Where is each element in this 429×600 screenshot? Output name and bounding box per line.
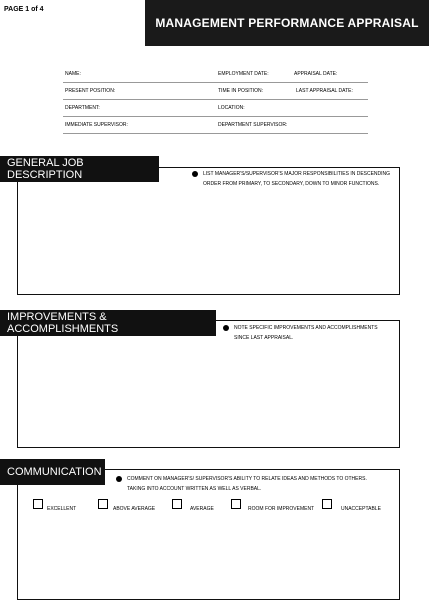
note-line: NOTE SPECIFIC IMPROVEMENTS AND ACCOMPLISHMENTS <box>234 325 378 331</box>
name-field-label[interactable]: NAME: <box>65 71 81 77</box>
unacceptable-checkbox[interactable] <box>322 499 332 509</box>
location-field-label[interactable]: LOCATION: <box>218 105 245 111</box>
unacceptable-label: UNACCEPTABLE <box>341 506 381 512</box>
department-field-label[interactable]: DEPARTMENT: <box>65 105 100 111</box>
improvements-heading: IMPROVEMENTS & ACCOMPLISHMENTS <box>0 310 216 336</box>
field-row-4 <box>63 120 368 134</box>
job-description-note <box>203 169 390 189</box>
employment-date-field-label[interactable]: EMPLOYMENT DATE: <box>218 71 269 77</box>
above-average-checkbox[interactable] <box>98 499 108 509</box>
field-row-3 <box>63 103 368 117</box>
field-row-2 <box>63 86 368 100</box>
form-title: MANAGEMENT PERFORMANCE APPRAISAL <box>145 0 429 46</box>
field-row-1 <box>63 69 368 83</box>
bullet-icon <box>223 325 229 331</box>
communication-note <box>127 474 367 494</box>
bullet-icon <box>192 171 198 177</box>
note-line: COMMENT ON MANAGER'S/ SUPERVISOR'S ABILITY TO RELATE IDEAS AND METHODS TO OTHERS. <box>127 476 367 482</box>
immediate-supervisor-field-label[interactable]: IMMEDIATE SUPERVISOR: <box>65 122 128 128</box>
note-line: SINCE LAST APPRAISAL. <box>234 335 294 341</box>
communication-heading: COMMUNICATION <box>0 459 105 485</box>
excellent-checkbox[interactable] <box>33 499 43 509</box>
note-line: TAKING INTO ACCOUNT WRITTEN AS WELL AS VERBAL. <box>127 486 262 492</box>
appraisal-date-field-label[interactable]: APPRAISAL DATE: <box>294 71 338 77</box>
note-line: ORDER FROM PRIMARY, TO SECONDARY, DOWN TO MINOR FUNCTIONS. <box>203 181 380 187</box>
room-for-improvement-checkbox[interactable] <box>231 499 241 509</box>
present-position-field-label[interactable]: PRESENT POSITION: <box>65 88 116 94</box>
average-label: AVERAGE <box>190 506 214 512</box>
excellent-label: EXCELLENT <box>47 506 77 512</box>
above-average-label: ABOVE AVERAGE <box>113 506 156 512</box>
page-number: PAGE 1 of 4 <box>4 6 44 13</box>
average-checkbox[interactable] <box>172 499 182 509</box>
note-line: LIST MANAGER'S/SUPERVISOR'S MAJOR RESPONSIBILITIES IN DESCENDING <box>203 171 391 177</box>
improvements-note <box>234 323 378 343</box>
department-supervisor-field-label[interactable]: DEPARTMENT SUPERVISOR: <box>218 122 288 128</box>
bullet-icon <box>116 476 122 482</box>
job-description-heading: GENERAL JOB DESCRIPTION <box>0 156 159 182</box>
last-appraisal-date-field-label[interactable]: LAST APPRAISAL DATE: <box>296 88 353 94</box>
time-in-position-field-label[interactable]: TIME IN POSITION: <box>218 88 264 94</box>
room-for-improvement-label: ROOM FOR IMPROVEMENT <box>248 506 315 512</box>
